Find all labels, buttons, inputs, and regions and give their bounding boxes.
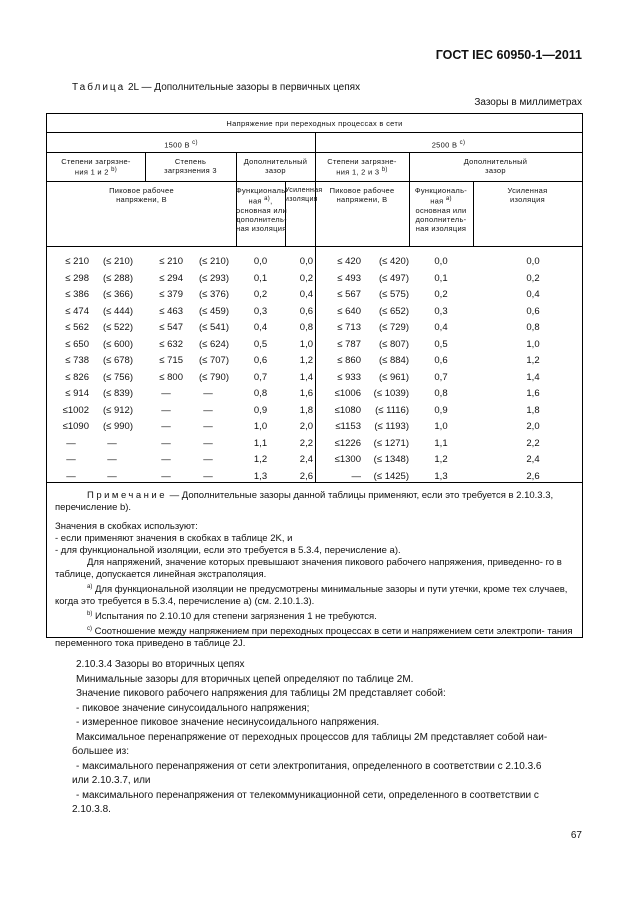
table-cell: (≤ 600) — [102, 338, 133, 350]
table-cell: ≤ 294 — [159, 272, 183, 284]
table-cell: (≤ 293) — [198, 272, 229, 284]
table-cell: 0,6 — [253, 355, 268, 366]
table-cell: 0,1 — [434, 272, 448, 284]
table-cell: ≤1006 — [334, 388, 361, 399]
table-cell: 0,2 — [526, 272, 540, 284]
table-cell: 0,8 — [299, 322, 313, 333]
table-cell: — — [203, 454, 213, 465]
table-cell: 1,2 — [526, 355, 540, 366]
table-cell: 0,2 — [253, 289, 268, 300]
table-cell: (≤ 678) — [102, 355, 133, 366]
table-cell: — — [161, 421, 171, 432]
table-cell: — — [161, 388, 171, 399]
table-cell: 1,8 — [299, 404, 313, 416]
note-label: Примечание — [87, 490, 167, 501]
footnote-c: $^{c)}$ Соотношение между напряжением при переходных процессах в сети и напряжением сети электропи- тания переменного тока приведено в таблице 2J. — [55, 626, 573, 650]
table-cell: (≤ 1348) — [373, 454, 409, 465]
table-cell: (≤ 961) — [378, 371, 409, 383]
table-cell: — — [107, 437, 117, 449]
table-cell: (≤ 652) — [378, 305, 409, 317]
table-cell: ≤ 386 — [65, 289, 89, 300]
table-cell: 1,3 — [434, 470, 448, 482]
table-cell: 0,0 — [526, 256, 540, 267]
table-cell: 0,0 — [434, 256, 448, 267]
table-cell: ≤ 933 — [337, 371, 361, 383]
table-cell: 0,2 — [434, 289, 448, 300]
table-cell: (≤ 624) — [198, 338, 229, 350]
footnote-b: $^{b)}$ Испытания по 2.10.10 для степени загрязнения 1 не требуются. — [87, 611, 377, 623]
note-text-4: - для функциональной изоляции, если это требуется в 5.3.4, перечисление a). — [55, 545, 401, 556]
section-heading: 2.10.3.4 Зазоры во вторичных цепях — [76, 659, 245, 670]
table-cell: 0,0 — [253, 256, 268, 267]
table-caption — [72, 82, 360, 93]
table-cell: ≤ 298 — [65, 272, 89, 284]
table-cell: ≤ 800 — [159, 371, 183, 383]
table-caption-text: 2L — Дополнительные зазоры в первичных цепях — [128, 82, 361, 93]
note-text-3: - если применяют значения в скобках в таблице 2K, и — [55, 533, 293, 544]
table-cell: ≤ 379 — [159, 289, 183, 300]
table-cell: 0,6 — [299, 305, 313, 317]
table-cell: ≤ 547 — [159, 322, 183, 333]
table-cell: (≤ 729) — [378, 322, 409, 333]
table-cell: (≤ 210) — [102, 256, 133, 267]
table-cell: ≤ 632 — [159, 338, 183, 350]
table-cell: (≤ 376) — [198, 289, 229, 300]
table-cell: ≤ 713 — [337, 322, 361, 333]
table-cell: (≤ 1425) — [373, 470, 409, 482]
table-cell: 0,4 — [253, 322, 268, 333]
table-cell: ≤ 474 — [65, 305, 89, 317]
table-cell: 2,6 — [299, 470, 313, 482]
table-cell: (≤ 444) — [102, 305, 133, 317]
table-cell: ≤1153 — [335, 421, 361, 432]
table-cell: (≤ 884) — [378, 355, 409, 366]
header-pollution-3: Степень загрязнения 3 — [164, 157, 217, 175]
table-cell: ≤ 210 — [65, 256, 89, 267]
table-cell: ≤ 715 — [159, 355, 183, 366]
table-cell: ≤ 210 — [159, 256, 183, 267]
note-text-2: Значения в скобках используют: — [55, 521, 198, 532]
standard-header: ГОСТ IEC 60950-1—2011 — [435, 48, 582, 62]
table-cell: — — [66, 470, 76, 482]
table-cell: — — [203, 470, 213, 482]
table-cell: (≤ 522) — [102, 322, 133, 333]
table-cell: (≤ 790) — [198, 371, 229, 383]
table-cell: 0,8 — [526, 322, 540, 333]
table-cell: 0,8 — [434, 388, 448, 399]
table-cell: — — [351, 470, 361, 482]
table-cell: ≤ 567 — [337, 289, 361, 300]
table-cell: 1,0 — [253, 421, 268, 432]
table-cell: 0,4 — [526, 289, 540, 300]
footnote-a: $^{a)}$ Для функциональной изоляции не предусмотрены минимальные зазоры и пути утечки, кроме тех случаев, когда это требуется в 5.3.4, перечисление a) (см. 2.10.1.3). — [55, 584, 568, 608]
table-cell: (≤ 707) — [198, 355, 229, 366]
table-cell: 1,2 — [434, 454, 448, 465]
table-cell: ≤ 420 — [337, 256, 361, 267]
header-pollution-1-2: Степени загрязне- ния 1 и 2 $^{b)}$ — [61, 157, 131, 177]
page-number: 67 — [570, 830, 582, 841]
body-para-7: - максимального перенапряжения от сети электропитания, определенного в соответствии с 2.10.3.6 — [76, 760, 542, 772]
body-para-8: - максимального перенапряжения от телекоммуникационной сети, определенного в соответствии с — [76, 789, 539, 801]
header-additional-clearance-1: Дополнительный зазор — [243, 157, 308, 175]
table-cell: 0,7 — [434, 371, 448, 383]
table-cell: (≤ 497) — [378, 272, 409, 284]
table-cell: — — [203, 437, 213, 449]
table-cell: (≤ 912) — [102, 404, 133, 416]
table-cell: 1,8 — [526, 404, 540, 416]
table-cell: 0,3 — [434, 305, 448, 317]
table-cell: 1,2 — [253, 454, 268, 465]
table-cell: 0,9 — [253, 404, 268, 416]
table-cell: ≤ 860 — [337, 355, 361, 366]
body-text — [72, 658, 582, 818]
table-cell: 0,2 — [299, 272, 313, 284]
table-cell: — — [161, 437, 171, 449]
table-cell: (≤ 575) — [378, 289, 409, 300]
header-reinforced-insulation-2: Усиленная изоляция — [507, 186, 548, 204]
table-cell: ≤1090 — [62, 421, 89, 432]
table-cell: 1,6 — [299, 388, 313, 399]
table-cell: (≤ 541) — [198, 322, 229, 333]
note-text-1: — Дополнительные зазоры данной таблицы применяют, если это требуется в 2.10.3.3, перечисление b). — [55, 490, 554, 513]
table-caption-word: Таблица — [72, 82, 126, 93]
table-cell: — — [161, 404, 171, 416]
header-pollution-1-2-3: Степени загрязне- ния 1, 2 и 3 $^{b)}$ — [327, 157, 397, 177]
table-cell: 2,0 — [526, 421, 540, 432]
table-cell: (≤ 420) — [378, 256, 409, 267]
table-cell: 1,6 — [526, 388, 540, 399]
table-cell: 1,2 — [299, 355, 313, 366]
table-cell: 2,0 — [299, 421, 313, 432]
table-cell: 1,0 — [299, 338, 313, 350]
table-cell: (≤ 990) — [102, 421, 133, 432]
table-cell: 1,3 — [253, 470, 268, 482]
header-transient-voltage: Напряжение при переходных процессах в сети — [226, 119, 403, 128]
body-para-4: - пиковое значение синусоидального напряжения; — [76, 702, 310, 714]
table-cell: 0,4 — [299, 289, 313, 300]
table-cell: (≤ 839) — [102, 388, 133, 399]
table-cell: 2,2 — [299, 437, 313, 449]
header-1500v: 1500 В $^{c)}$ — [164, 140, 198, 150]
table-cell: — — [203, 388, 213, 399]
table-cell: ≤ 463 — [159, 305, 183, 317]
header-peak-voltage-2: Пиковое рабочее напряжени, В — [329, 186, 395, 204]
header-peak-voltage-1: Пиковое рабочее напряжени, В — [109, 186, 174, 204]
table-cell: 0,3 — [253, 305, 268, 317]
table-cell: — — [161, 454, 171, 465]
table-cell: ≤ 650 — [65, 338, 89, 350]
table-cell: 2,4 — [299, 454, 313, 465]
table-cell: 2,6 — [526, 470, 540, 482]
table-cell: 0,5 — [434, 338, 448, 350]
table-cell: — — [203, 421, 213, 432]
table-cell: 0,0 — [299, 256, 313, 267]
header-functional-insulation-2: Функциональ- ная $^{a)}$ основная или дополнитель- ная изоляция — [414, 186, 468, 233]
table-cell: 0,8 — [253, 388, 268, 399]
table-cell: (≤ 210) — [198, 256, 229, 267]
table-cell: ≤ 826 — [65, 371, 89, 383]
body-para-8b: 2.10.3.8. — [72, 804, 111, 815]
clearance-table — [46, 113, 583, 650]
table-cell: ≤1226 — [334, 437, 361, 449]
table-note — [55, 490, 575, 650]
body-para-6: Максимальное перенапряжение от переходных процессов для таблицы 2M представляет собой наи- — [76, 731, 548, 743]
table-cell: 1,1 — [434, 437, 448, 449]
body-para-6b: большее из: — [72, 746, 129, 757]
table-cell: (≤ 756) — [102, 371, 133, 383]
table-cell: (≤ 366) — [102, 289, 133, 300]
table-cell: ≤ 738 — [65, 355, 89, 366]
table-cell: 2,2 — [526, 437, 540, 449]
table-cell: (≤ 288) — [102, 272, 133, 284]
table-cell: ≤ 562 — [65, 322, 89, 333]
table-cell: (≤ 1193) — [374, 421, 409, 432]
table-cell: ≤1002 — [62, 404, 89, 416]
table-cell: 1,1 — [253, 437, 268, 449]
table-cell: — — [66, 437, 76, 449]
table-cell: — — [161, 470, 171, 482]
table-cell: — — [203, 404, 213, 416]
header-functional-insulation-1: Функциональ- ная $^{a)}$, основная или дополнитель- ная изоляция — [236, 186, 289, 233]
table-cell: (≤ 1039) — [373, 388, 409, 399]
note-text-5: Для напряжений, значение которых превышают значения пикового рабочего напряжения, приведенно- го в таблице, допускается линейная экстраполяция. — [55, 557, 562, 580]
table-cell: (≤ 459) — [198, 305, 229, 317]
table-cell: ≤1080 — [334, 404, 361, 416]
table-cell: 0,1 — [253, 272, 268, 284]
table-cell: ≤ 493 — [337, 272, 361, 284]
table-cell: ≤ 787 — [337, 338, 361, 350]
body-para-5: - измеренное пиковое значение несинусоидального напряжения. — [76, 717, 380, 728]
table-cell: — — [107, 454, 117, 465]
body-para-7b: или 2.10.3.7, или — [72, 775, 151, 786]
table-cell: 1,0 — [434, 421, 448, 432]
table-cell: — — [107, 470, 117, 482]
header-2500v: 2500 В $^{c)}$ — [431, 140, 466, 150]
table-units: Зазоры в миллиметрах — [474, 97, 582, 108]
body-para-3: Значение пикового рабочего напряжения для таблицы 2M представляет собой: — [76, 688, 446, 699]
header-reinforced-insulation-1: Усиленная изоляция — [285, 187, 323, 203]
table-cell: 0,9 — [434, 404, 448, 416]
table-cell: — — [66, 454, 76, 465]
table-cell: 1,4 — [299, 371, 313, 383]
table-cell: 1,0 — [526, 338, 540, 350]
table-cell: 0,4 — [434, 322, 448, 333]
table-cell: (≤ 1271) — [373, 437, 409, 449]
table-cell: ≤1300 — [334, 454, 361, 465]
header-additional-clearance-2: Дополнительный зазор — [463, 157, 528, 175]
body-para-2: Минимальные зазоры для вторичных цепей определяют по таблице 2M. — [76, 673, 414, 685]
table-cell: 0,5 — [253, 338, 268, 350]
table-cell: 0,6 — [434, 355, 448, 366]
table-cell: 1,4 — [526, 371, 540, 383]
table-cell: 0,7 — [253, 371, 268, 383]
table-cell: 0,6 — [526, 305, 540, 317]
table-cell: ≤ 914 — [65, 388, 89, 399]
table-cell: (≤ 1116) — [375, 404, 409, 416]
table-cell: 2,4 — [526, 454, 540, 465]
table-cell: (≤ 807) — [378, 338, 409, 350]
table-cell: ≤ 640 — [337, 305, 361, 317]
